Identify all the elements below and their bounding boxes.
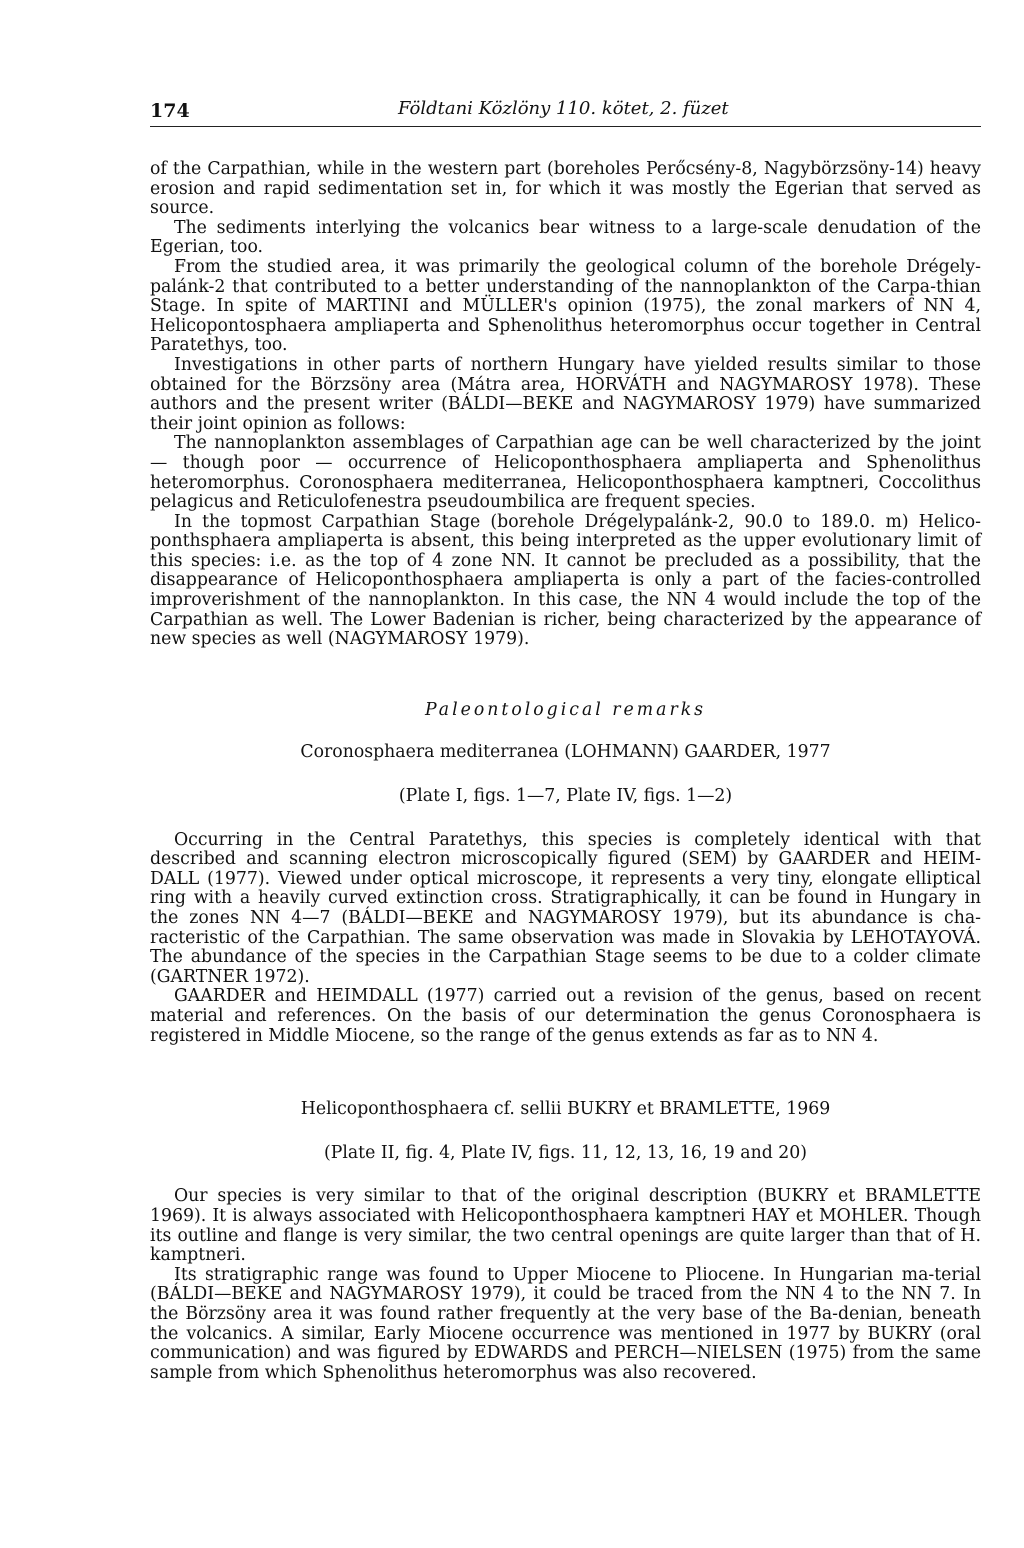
running-title: Földtani Közlöny 110. kötet, 2. füzet	[398, 98, 729, 119]
paragraph: From the studied area, it was primarily the geological column of the borehole Drégely-palánk-2 that contributed to a better understanding of the nannoplankton of the Carpa-thian Stage. In spite of MARTINI and MÜLLER's opinion (1975), the zonal markers of NN 4, Helicopontosphaera ampliaperta and Sphenolithus heteromorphus occur together in Central Paratethys, too.	[150, 256, 981, 356]
species-plates: (Plate I, figs. 1—7, Plate IV, figs. 1—2)	[398, 786, 733, 807]
species-title: Coronosphaera mediterranea (LOHMANN) GAARDER, 1977	[300, 742, 831, 763]
paragraph: The sediments interlying the volcanics bear witness to a large-scale denudation of the Egerian, too.	[150, 217, 981, 258]
paragraph: Its stratigraphic range was found to Upper Miocene to Pliocene. In Hungarian ma-terial (BÁLDI—BEKE and NAGYMAROSY 1979), it could be traced from the NN 4 to the NN 7. In the Börzsöny area it was found rather frequently at the very base of the Ba-denian, beneath the volcanics. A similar, Early Miocene occurrence was mentioned in 1977 by BUKRY (oral communication) and was figured by EDWARDS and PERCH—NIELSEN (1975) from the same sample from which Sphenolithus heteromorphus was also recovered.	[150, 1264, 981, 1383]
page-number: 174	[150, 100, 190, 122]
paragraph: In the topmost Carpathian Stage (borehole Drégelypalánk-2, 90.0 to 189.0. m) Helico-ponthsphaera ampliaperta is absent, this being interpreted as the upper evolutionary limit of this species: i.e. as the top of 4 zone NN. It cannot be precluded as a possibility, that the disappearance of Helicoponthosphaera ampliaperta is only a part of the facies-controlled improverishment of the nannoplankton. In this case, the NN 4 would include the top of the Carpathian as well. The Lower Badenian is richer, being characterized by the appearance of new species as well (NAGYMAROSY 1979).	[150, 511, 981, 650]
header-rule	[150, 126, 981, 127]
species-title: Helicoponthosphaera cf. sellii BUKRY et BRAMLETTE, 1969	[300, 1099, 831, 1120]
paragraph: GAARDER and HEIMDALL (1977) carried out a revision of the genus, based on recent material and references. On the basis of our determination the genus Coronosphaera is registered in Middle Miocene, so the range of the genus extends as far as to NN 4.	[150, 986, 981, 1046]
page	[150, 96, 981, 1383]
paragraph: Investigations in other parts of northern Hungary have yielded results similar to those obtained for the Börzsöny area (Mátra area, HORVÁTH and NAGYMAROSY 1978). These authors and the present writer (BÁLDI—BEKE and NAGYMAROSY 1979) have summarized their joint opinion as follows:	[150, 354, 981, 434]
page-header	[150, 96, 981, 132]
section-title: Paleontological remarks	[424, 699, 707, 720]
article-body	[150, 160, 981, 1383]
paragraph: Our species is very similar to that of the original description (BUKRY et BRAMLETTE 1969). It is always associated with Helicoponthosphaera kamptneri HAY et MOHLER. Though its outline and flange is very similar, the two central openings are quite larger than that of H. kamptneri.	[150, 1186, 981, 1266]
species-plates: (Plate II, fig. 4, Plate IV, figs. 11, 12, 13, 16, 19 and 20)	[323, 1142, 807, 1163]
paragraph: of the Carpathian, while in the western part (boreholes Perőcsény-8, Nagybörzsöny-14) heavy erosion and rapid sedimentation set in, for which it was mostly the Egerian that served as source.	[150, 159, 981, 219]
paragraph: Occurring in the Central Paratethys, this species is completely identical with that described and scanning electron microscopically figured (SEM) by GAARDER and HEIM-DALL (1977). Viewed under optical microscope, it represents a very tiny, elongate elliptical ring with a heavily curved extinction cross. Stratigraphically, it can be found in Hungary in the zones NN 4—7 (BÁLDI—BEKE and NAGYMAROSY 1979), but its abundance is cha-racteristic of the Carpathian. The same observation was made in Slovakia by LEHOTAYOVÁ. The abundance of the species in the Carpathian Stage seems to be due to a colder climate (GARTNER 1972).	[150, 829, 981, 987]
paragraph: The nannoplankton assemblages of Carpathian age can be well characterized by the joint — though poor — occurrence of Helicoponthosphaera ampliaperta and Sphenolithus heteromorphus. Coronosphaera mediterranea, Helicoponthosphaera kamptneri, Coccolithus pelagicus and Reticulofenestra pseudoumbilica are frequent species.	[150, 433, 981, 513]
